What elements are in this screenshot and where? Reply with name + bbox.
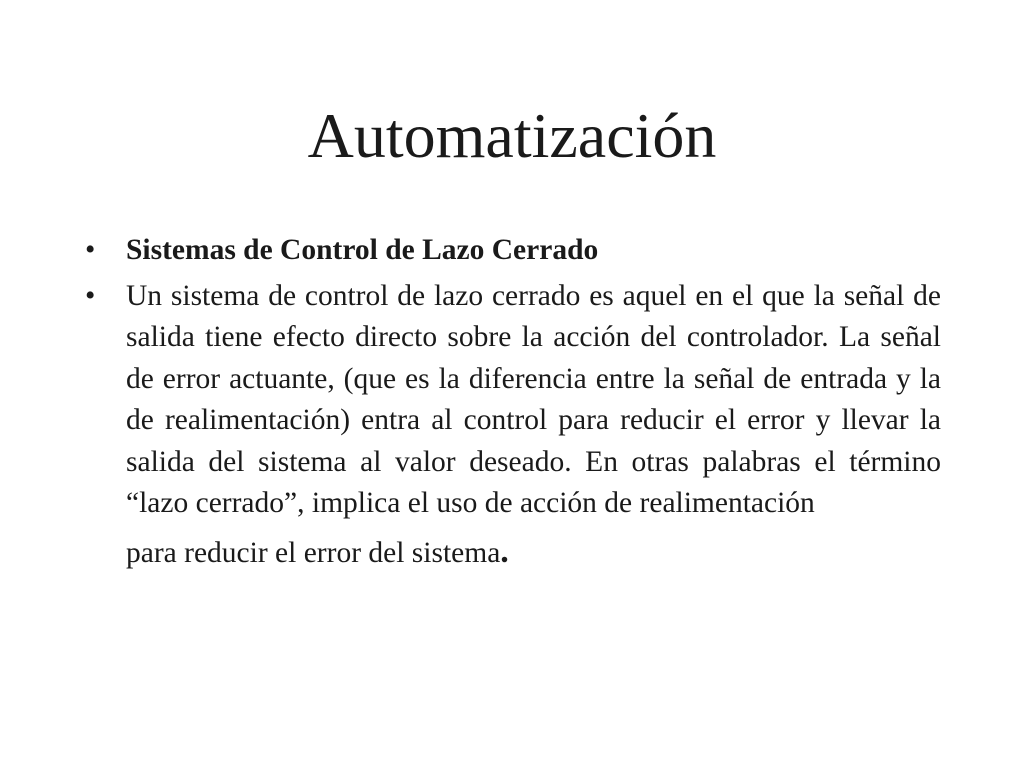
bullet-list [85,230,941,578]
bullet-last-line [126,531,941,575]
bullet-item [85,276,941,575]
bullet-last-punct: . [500,532,509,570]
bullet-last-line-text: para reducir el error del sistema [126,536,501,569]
bullet-marker: • [85,234,96,266]
bullet-marker: • [85,279,96,312]
bullet-heading-text: Sistemas de Control de Lazo Cerrado [126,234,599,266]
bullet-item [85,230,941,272]
slide-title: Automatización [307,100,717,171]
bullet-body-text: Un sistema de control de lazo cerrado es aquel en el que la señal de salida tiene efecto directo sobre la acción del controlador. La señal de error actuante, (que es la diferencia entre la señal de entrada y la de realimentación) entra al control para reducir el error y llevar la salida del sistema al valor deseado. En otras palabras el término “lazo cerrado”, implica el uso de acción de realimentación [126,279,941,519]
